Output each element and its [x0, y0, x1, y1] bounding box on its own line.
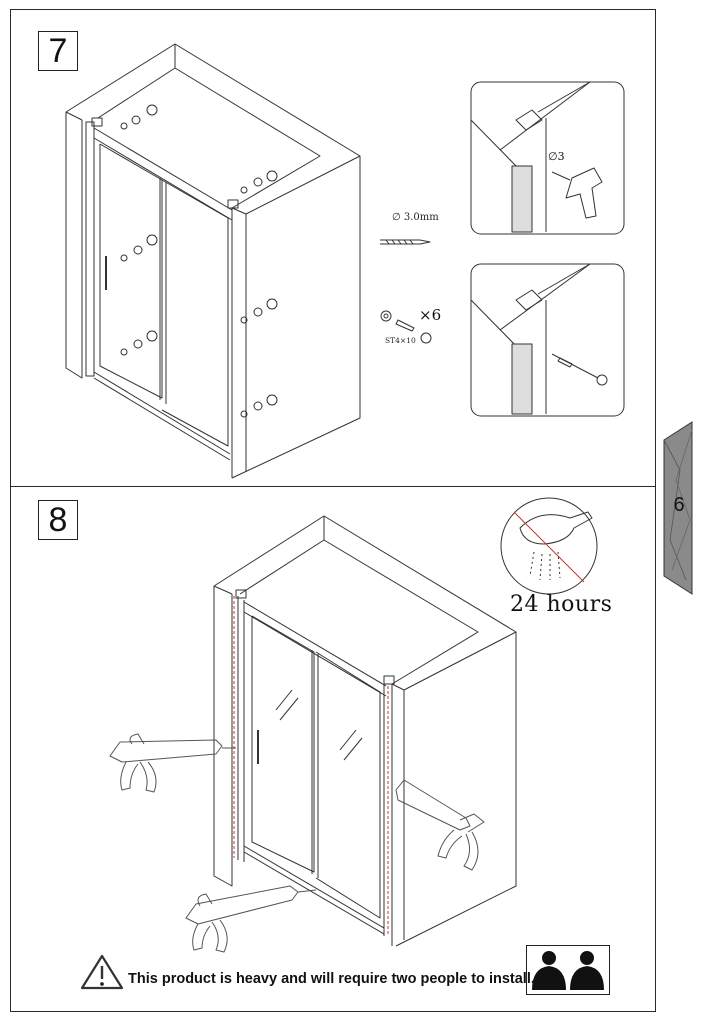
drill-bit-icon: [380, 240, 430, 244]
caulk-gun-right-icon: [396, 780, 484, 870]
step-8-number: 8: [38, 500, 78, 540]
cure-time-label: 24 hours: [510, 592, 613, 617]
two-people-box: [526, 945, 610, 995]
detail-screwing-illustration: [471, 264, 624, 416]
warning-icon: [82, 956, 122, 988]
page-number: 6: [673, 494, 685, 516]
screw-spec-label: ST4×10: [385, 336, 416, 345]
step7-enclosure-illustration: [66, 44, 360, 478]
screw-quantity: ×6: [419, 306, 442, 324]
step8-enclosure-illustration: [214, 516, 516, 946]
drill-bit-label: ∅ 3.0mm: [392, 212, 439, 223]
caulk-gun-left-icon: [110, 734, 236, 792]
caulk-gun-bottom-icon: [186, 886, 316, 952]
no-shower-icon: [501, 498, 597, 594]
step-7-number: 7: [38, 31, 78, 71]
warning-text: This product is heavy and will require two people to install.: [128, 971, 535, 987]
detail-drill-diameter: ∅3: [548, 150, 565, 163]
